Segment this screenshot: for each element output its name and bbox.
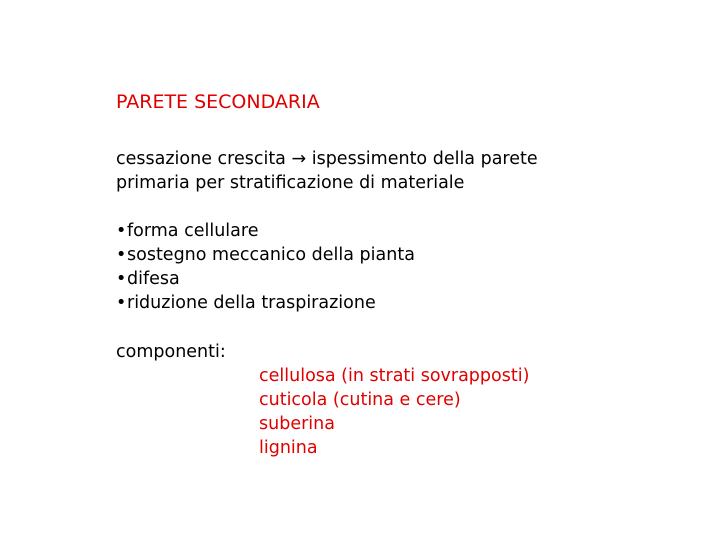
- list-item-text: forma cellulare: [127, 221, 259, 241]
- bullet-icon: •: [116, 221, 127, 241]
- intro-paragraph: [116, 147, 538, 195]
- slide-title: PARETE SECONDARIA: [116, 91, 320, 113]
- intro-line-2: primaria per stratificazione di materiale: [116, 173, 465, 193]
- right-arrow-icon: →: [291, 149, 307, 169]
- list-item-text: riduzione della traspirazione: [127, 293, 376, 313]
- components-label: componenti:: [116, 342, 226, 362]
- list-item: [116, 291, 415, 315]
- list-item: [116, 243, 415, 267]
- component-item: lignina: [259, 438, 318, 458]
- components-list: [259, 364, 529, 460]
- bullet-icon: •: [116, 245, 127, 265]
- list-item: [116, 267, 415, 291]
- list-item-text: sostegno meccanico della pianta: [127, 245, 415, 265]
- intro-line-1-start: cessazione crescita: [116, 149, 292, 169]
- intro-line-1-end: ispessimento della parete: [306, 149, 538, 169]
- component-item: suberina: [259, 414, 335, 434]
- intro-line-1: [116, 147, 538, 171]
- component-item: cellulosa (in strati sovrapposti): [259, 366, 530, 386]
- bullet-icon: •: [116, 293, 127, 313]
- list-item-text: difesa: [127, 269, 180, 289]
- list-item: [116, 219, 415, 243]
- component-item: cuticola (cutina e cere): [259, 390, 461, 410]
- function-list: [116, 219, 415, 315]
- bullet-icon: •: [116, 269, 127, 289]
